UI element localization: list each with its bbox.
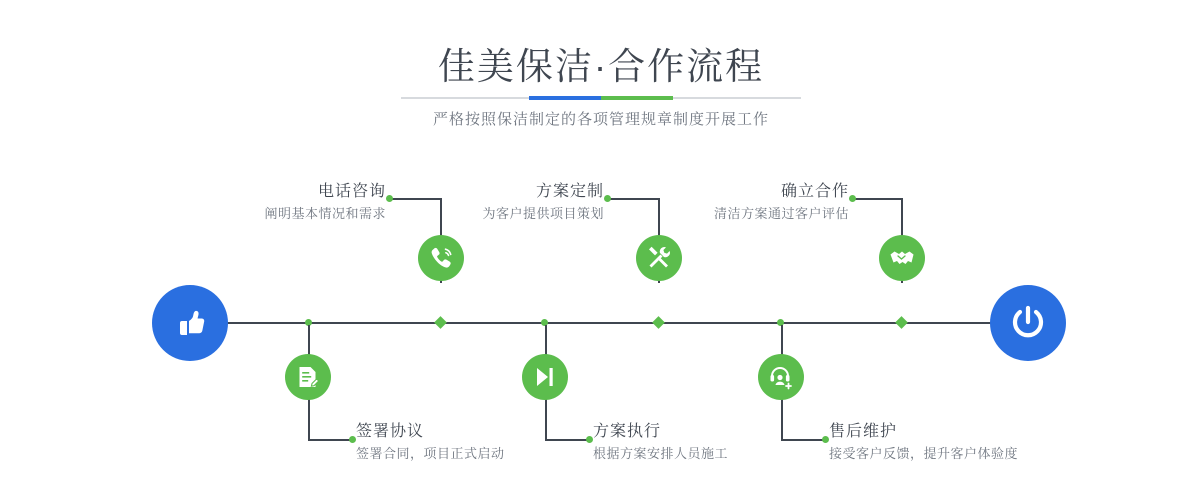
step-icon-4	[522, 354, 568, 400]
process-flow-diagram	[0, 150, 1202, 502]
step-icon-3	[636, 235, 682, 281]
step-label-5	[555, 182, 849, 224]
step-icon-5	[879, 235, 925, 281]
title-divider	[401, 96, 801, 100]
step-title: 确立合作	[780, 183, 849, 200]
axis-marker	[895, 316, 908, 329]
step-icon-6	[758, 354, 804, 400]
connector-dot	[586, 436, 593, 443]
step-desc: 根据方案安排人员施工	[593, 446, 729, 461]
divider-left-segment	[401, 97, 529, 99]
step-desc: 阐明基本情况和需求	[264, 206, 386, 221]
connector-horizontal	[781, 439, 825, 441]
play-forward-icon	[532, 364, 558, 390]
page-header	[0, 0, 1202, 150]
step-label-6	[829, 422, 1169, 464]
connector-dot	[349, 436, 356, 443]
phone-icon	[428, 245, 454, 271]
step-title: 签署协议	[356, 423, 425, 440]
document-edit-icon	[295, 364, 321, 390]
axis-marker	[434, 316, 447, 329]
step-desc: 为客户提供项目策划	[482, 206, 604, 221]
divider-blue-segment	[529, 96, 601, 100]
step-title: 方案执行	[593, 423, 662, 440]
step-title: 电话咨询	[317, 183, 386, 200]
step-icon-1	[418, 235, 464, 281]
handshake-icon	[889, 245, 915, 271]
step-desc: 接受客户反馈，提升客户体验度	[829, 446, 1019, 461]
connector-horizontal	[853, 198, 903, 200]
divider-green-segment	[601, 96, 673, 100]
connector-horizontal	[308, 439, 352, 441]
connector-horizontal	[545, 439, 589, 441]
support-agent-icon	[768, 364, 794, 390]
end-node	[990, 285, 1066, 361]
tools-icon	[646, 245, 672, 271]
divider-right-segment	[673, 97, 801, 99]
connector-dot	[849, 195, 856, 202]
step-desc: 签署合同，项目正式启动	[356, 446, 505, 461]
step-title: 售后维护	[829, 423, 898, 440]
page-subtitle: 严格按照保洁制定的各项管理规章制度开展工作	[432, 111, 769, 128]
step-title: 方案定制	[535, 183, 604, 200]
start-node	[152, 285, 228, 361]
page-title: 佳美保洁·合作流程	[437, 46, 765, 87]
power-icon	[1007, 302, 1049, 344]
axis-marker	[652, 316, 665, 329]
step-icon-2	[285, 354, 331, 400]
step-desc: 清洁方案通过客户评估	[713, 206, 849, 221]
connector-dot	[822, 436, 829, 443]
thumbs-up-icon	[170, 303, 210, 343]
